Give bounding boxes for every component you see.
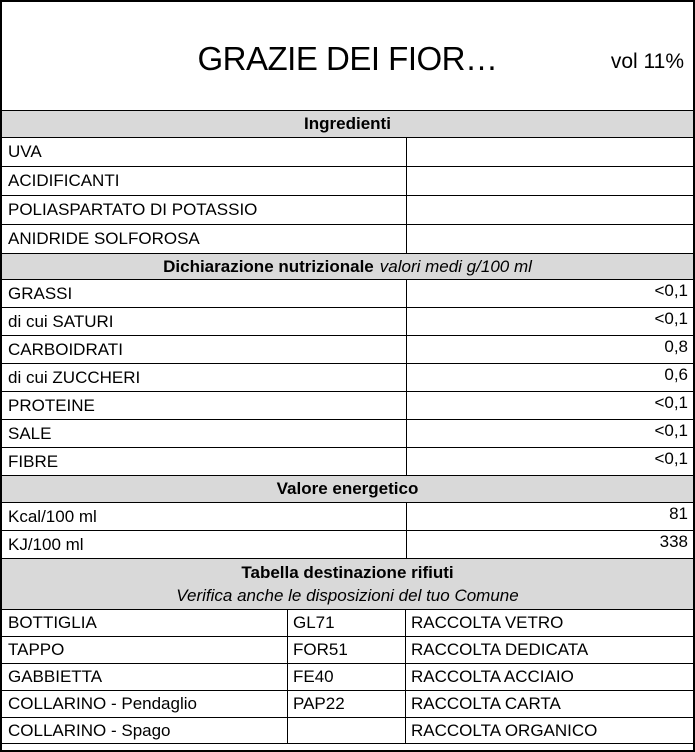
nutrient-value: <0,1 [406,308,693,335]
waste-destination: RACCOLTA ORGANICO [405,718,693,743]
nutrition-header-note: valori medi g/100 ml [379,256,532,276]
table-row [2,530,693,558]
table-row [2,419,693,447]
waste-destination: RACCOLTA CARTA [405,691,693,717]
nutrient-value: <0,1 [406,392,693,419]
title-band [2,2,693,110]
table-row [2,363,693,391]
waste-item: COLLARINO - Pendaglio [8,694,197,713]
waste-header-title: Tabella destinazione rifiuti [241,562,454,582]
table-row [2,166,693,195]
table-row [2,690,693,717]
alcohol-volume: vol 11% [610,50,684,73]
energy-section-header: Valore energetico [2,475,693,502]
ingredient-value [406,138,693,166]
waste-item: COLLARINO - Spago [8,720,171,740]
table-row [2,335,693,363]
waste-material-code: FOR51 [287,637,405,663]
nutrition-section-header [2,253,693,279]
table-row [2,636,693,663]
table-row [2,663,693,690]
waste-destination: RACCOLTA ACCIAIO [405,664,693,690]
ingredient-value [406,225,693,253]
waste-item: GABBIETTA [8,667,103,686]
table-row [2,717,693,744]
table-row [2,279,693,307]
ingredient-label: ACIDIFICANTI [8,171,120,190]
nutrient-value: <0,1 [406,448,693,475]
nutrient-value: <0,1 [406,280,693,307]
ingredient-label: UVA [8,142,42,161]
waste-header-note: Verifica anche le disposizioni del tuo Comune [176,585,519,605]
table-row [2,307,693,335]
table-row [2,224,693,253]
nutrient-label: FIBRE [8,451,59,471]
energy-label: KJ/100 ml [8,534,84,554]
ingredient-label: ANIDRIDE SOLFOROSA [8,229,200,248]
ingredient-value [406,196,693,224]
nutrient-value: <0,1 [406,420,693,447]
waste-material-code: GL71 [287,610,405,636]
nutrient-label: CARBOIDRATI [8,339,123,359]
table-row [2,609,693,636]
ingredient-label: POLIASPARTATO DI POTASSIO [8,200,258,219]
nutrient-label: di cui ZUCCHERI [8,367,141,387]
nutrient-label: PROTEINE [8,395,95,415]
table-row [2,391,693,419]
table-row [2,502,693,530]
waste-section-header [2,558,693,609]
page-title: GRAZIE DEI FIOR… [197,40,498,77]
energy-value: 81 [406,503,693,530]
waste-item: TAPPO [8,640,65,659]
waste-material-code: FE40 [287,664,405,690]
table-row [2,195,693,224]
waste-destination: RACCOLTA VETRO [405,610,693,636]
waste-destination: RACCOLTA DEDICATA [405,637,693,663]
nutrient-value: 0,6 [406,364,693,391]
ingredient-value [406,167,693,195]
nutrition-header-title: Dichiarazione nutrizionale [163,256,374,276]
table-row [2,137,693,166]
nutrient-value: 0,8 [406,336,693,363]
waste-material-code [287,718,405,743]
ingredients-section-header: Ingredienti [2,110,693,137]
energy-value: 338 [406,531,693,558]
table-row [2,447,693,475]
nutrient-label: SALE [8,423,52,443]
nutrient-label: di cui SATURI [8,311,114,331]
energy-label: Kcal/100 ml [8,506,97,526]
waste-material-code: PAP22 [287,691,405,717]
waste-item: BOTTIGLIA [8,613,97,632]
nutrient-label: GRASSI [8,283,73,303]
